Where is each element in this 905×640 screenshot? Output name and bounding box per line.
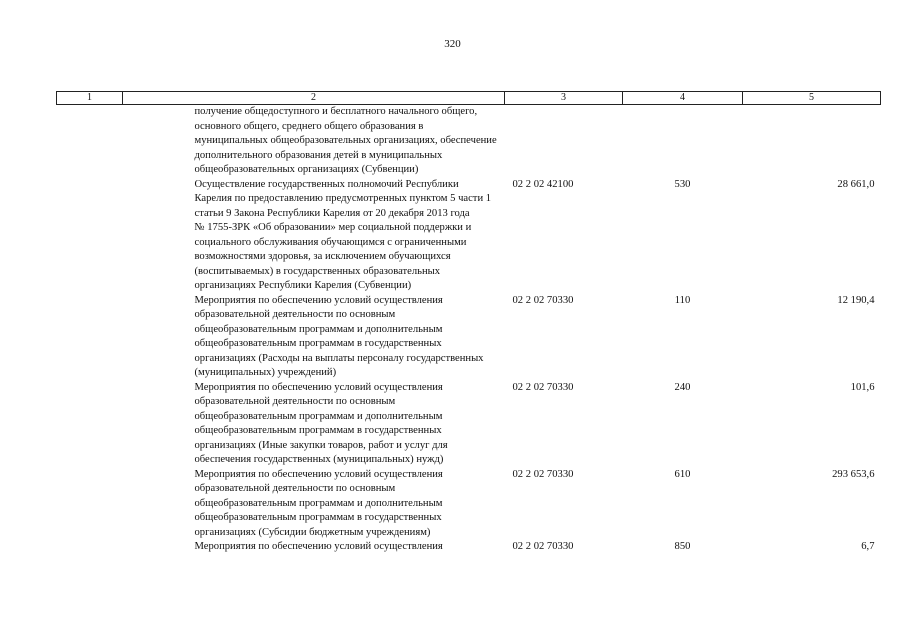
column-header-4: 4	[623, 92, 743, 105]
description-line: дополнительного образования детей в муниципальных	[194, 149, 443, 161]
amount-cell	[743, 105, 881, 178]
description-line: возможностями здоровья, за исключением обучающихся	[194, 251, 451, 262]
table-header	[57, 92, 881, 105]
description-line: организациях (Субсидии бюджетным учреждениям)	[194, 526, 431, 538]
table-row	[57, 294, 881, 381]
description-line: социального обслуживания обучающимся с ограниченными	[194, 236, 467, 248]
description-cell	[123, 178, 505, 294]
description-line: образовательной деятельности по основным	[194, 396, 396, 407]
description-line: Мероприятия по обеспечению условий осуществления	[194, 468, 443, 480]
description-line: общеобразовательным программам и дополнительным	[194, 497, 443, 509]
description-line: Мероприятия по обеспечению условий осуществления	[194, 381, 443, 393]
description-line: общеобразовательным программам и дополнительным	[194, 410, 443, 422]
target-article-cell: 02 2 02 70330	[512, 468, 574, 480]
expense-type-cell: 110	[674, 294, 691, 306]
description-cell	[123, 381, 505, 468]
target-article-cell: 02 2 02 70330	[512, 541, 574, 552]
description-line: Осуществление государственных полномочий Республики	[194, 178, 459, 190]
description-line: Мероприятия по обеспечению условий осуществления	[194, 541, 443, 552]
description-line: получение общедоступного и бесплатного начального общего,	[194, 106, 478, 117]
description-line: статьи 9 Закона Республики Карелия от 20 декабря 2013 года	[194, 207, 470, 219]
target-article-cell: 02 2 02 70330	[512, 294, 574, 306]
description-line: общеобразовательным программам в государственных	[194, 425, 442, 436]
page-number: 320	[444, 38, 461, 50]
table-row	[57, 105, 881, 178]
description-cell	[123, 540, 505, 555]
description-line: общеобразовательным программам в государственных	[194, 338, 442, 349]
description-line: обеспечения государственных (муниципальных) нужд)	[194, 454, 444, 465]
row-number-cell	[57, 294, 123, 381]
expense-type-cell	[623, 105, 743, 178]
description-line: организациях (Иные закупки товаров, работ и услуг для	[194, 439, 448, 451]
row-number-cell	[57, 381, 123, 468]
description-line: муниципальных общеобразовательных организациях, обеспечение	[194, 135, 497, 146]
description-line: общеобразовательным программам и дополнительным	[194, 323, 443, 335]
row-number-cell	[57, 178, 123, 294]
expense-type-cell: 610	[674, 468, 691, 480]
description-line: общеобразовательным программам в государственных	[194, 512, 442, 523]
table-row	[57, 178, 881, 294]
amount-cell: 12 190,4	[837, 294, 875, 306]
target-article-cell: 02 2 02 42100	[512, 178, 574, 190]
description-line: общеобразовательных организациях (Субвенции)	[194, 164, 419, 175]
target-article-cell	[505, 105, 623, 178]
expense-type-cell: 850	[674, 541, 691, 552]
column-header-5: 5	[743, 92, 881, 105]
description-line: (воспитываемых) в государственных образовательных	[194, 265, 441, 277]
table-header-row	[57, 92, 881, 105]
budget-table	[56, 91, 881, 555]
table-row	[57, 540, 881, 555]
description-line: организациях Республики Карелия (Субвенции)	[194, 280, 412, 291]
description-line: образовательной деятельности по основным	[194, 309, 396, 320]
amount-cell: 28 661,0	[837, 178, 875, 190]
table-row	[57, 381, 881, 468]
description-line: (муниципальных) учреждений)	[194, 367, 337, 378]
description-line: организациях (Расходы на выплаты персоналу государственных	[194, 352, 484, 364]
description-cell	[123, 468, 505, 541]
row-number-cell	[57, 105, 123, 178]
table-row	[57, 468, 881, 541]
amount-cell: 6,7	[861, 541, 875, 552]
row-number-cell	[57, 468, 123, 541]
description-line: Карелия по предоставлению предусмотренных пунктом 5 части 1	[194, 193, 492, 204]
expense-type-cell: 240	[674, 381, 691, 393]
description-line: № 1755-ЗРК «Об образовании» мер социальной поддержки и	[194, 222, 472, 233]
description-line: основного общего, среднего общего образования в	[194, 120, 424, 132]
target-article-cell: 02 2 02 70330	[512, 381, 574, 393]
row-number-cell	[57, 540, 123, 555]
amount-cell: 101,6	[850, 381, 875, 393]
table-body	[57, 105, 881, 555]
column-header-3: 3	[505, 92, 623, 105]
column-header-1: 1	[57, 92, 123, 105]
description-line: образовательной деятельности по основным	[194, 483, 396, 494]
column-header-2: 2	[123, 92, 505, 105]
amount-cell: 293 653,6	[832, 468, 875, 480]
description-cell	[123, 294, 505, 381]
expense-type-cell: 530	[674, 178, 691, 190]
description-line: Мероприятия по обеспечению условий осуществления	[194, 294, 443, 306]
description-cell	[123, 105, 505, 178]
